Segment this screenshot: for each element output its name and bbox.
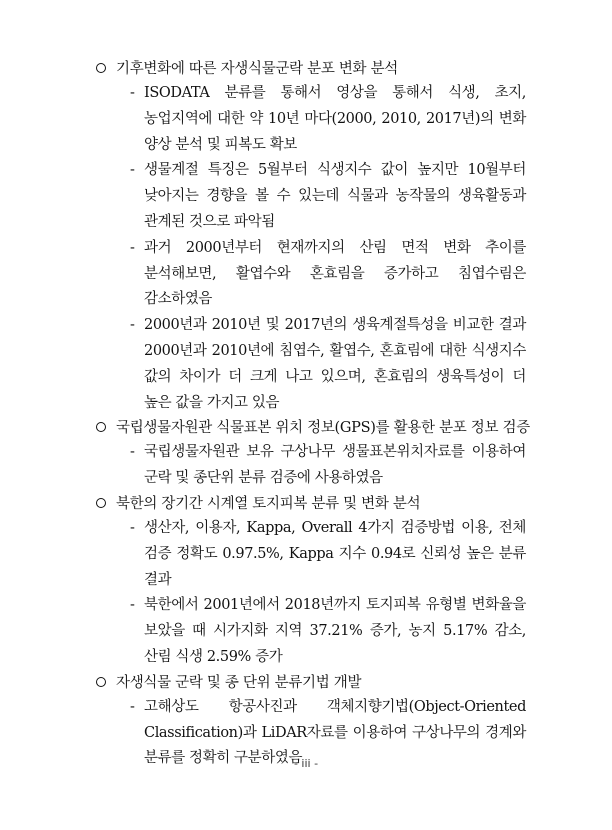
- bullet-list: [96, 81, 526, 416]
- section-north-korea-landcover: [96, 492, 526, 671]
- section-heading-text: 북한의 장기간 시계열 토지피복 분류 및 변화 분석: [116, 495, 421, 512]
- circle-bullet-icon: [96, 63, 106, 73]
- section-heading: [96, 416, 530, 440]
- section-heading-text: 기후변화에 따른 자생식물군락 분포 변화 분석: [116, 61, 398, 77]
- list-item: [130, 313, 526, 416]
- dash-marker: -: [130, 239, 135, 256]
- dash-marker: -: [130, 85, 135, 101]
- list-item: [130, 440, 526, 492]
- bullet-text: 북한에서 2001년에서 2018년까지 토지피복 유형별 변화율을 보았을 때 시가지화 지역 37.21% 증가, 농지 5.17% 감소, 산림 식생 2.59% 증가: [144, 597, 526, 665]
- dash-marker: -: [130, 162, 135, 179]
- section-heading-text: 국립생물자원관 식물표본 위치 정보(GPS)를 활용한 분포 정보 검증: [116, 420, 530, 437]
- circle-bullet-icon: [96, 677, 106, 687]
- circle-bullet-icon: [96, 422, 106, 432]
- list-item: [130, 593, 526, 670]
- section-heading-text: 자생식물 군락 및 종 단위 분류기법 개발: [116, 674, 362, 691]
- bullet-text: 생물계절 특징은 5월부터 식생지수 값이 높지만 10월부터 낮아지는 경향을 볼 수 있는데 식물과 농작물의 생육활동과 관계된 것으로 파악됨: [144, 162, 526, 230]
- page-number: - iii -: [293, 757, 319, 770]
- section-climate-distribution: [96, 57, 526, 416]
- bullet-text: 고해상도 항공사진과 객체지향기법(Object-Oriented Classification)과 LiDAR자료를 이용하여 구상나무의 경계와 분류를 정확히 구분하였음: [144, 698, 526, 767]
- dash-marker: -: [130, 698, 135, 715]
- bullet-text: 과거 2000년부터 현재까지의 산림 면적 변화 추이를 분석해보면, 활엽수와 혼효림을 증가하고 침엽수림은 감소하였음: [144, 239, 526, 308]
- bullet-text: 국립생물자원관 보유 구상나무 생물표본위치자료를 이용하여 군락 및 종단위 분류 검증에 사용하였음: [144, 444, 526, 487]
- dash-marker: -: [130, 444, 135, 461]
- circle-bullet-icon: [96, 498, 106, 508]
- bullet-text: ISODATA 분류를 통해서 영상을 통해서 식생, 초지, 농업지역에 대한 약 10년 마다(2000, 2010, 2017년)의 변화 양상 분석 및 피복도 확보: [144, 85, 526, 153]
- list-item: [130, 516, 526, 593]
- bullet-text: 2000년과 2010년 및 2017년의 생육계절특성을 비교한 결과 2000년과 2010년에 침엽수, 활엽수, 혼효림에 대한 식생지수 값의 차이가 더 크게 나고 있으며, 혼효림의 생육특성이 더 높은 값을 가지고 있음: [144, 317, 526, 411]
- list-item: [130, 81, 526, 158]
- section-heading: [96, 57, 526, 81]
- bullet-list: [96, 440, 526, 492]
- section-gps-verification: [96, 416, 530, 492]
- bullet-text: 생산자, 이용자, Kappa, Overall 4가지 검증방법 이용, 전체 검증 정확도 0.97.5%, Kappa 지수 0.94로 신뢰성 높은 분류 결과: [144, 519, 526, 588]
- list-item: [130, 158, 526, 235]
- dash-marker: -: [130, 597, 135, 614]
- dash-marker: -: [130, 519, 135, 536]
- section-heading: [96, 492, 526, 516]
- dash-marker: -: [130, 317, 135, 334]
- bullet-list: [96, 516, 526, 671]
- section-heading: [96, 671, 526, 695]
- summary-content: [96, 57, 530, 772]
- list-item: [130, 236, 526, 313]
